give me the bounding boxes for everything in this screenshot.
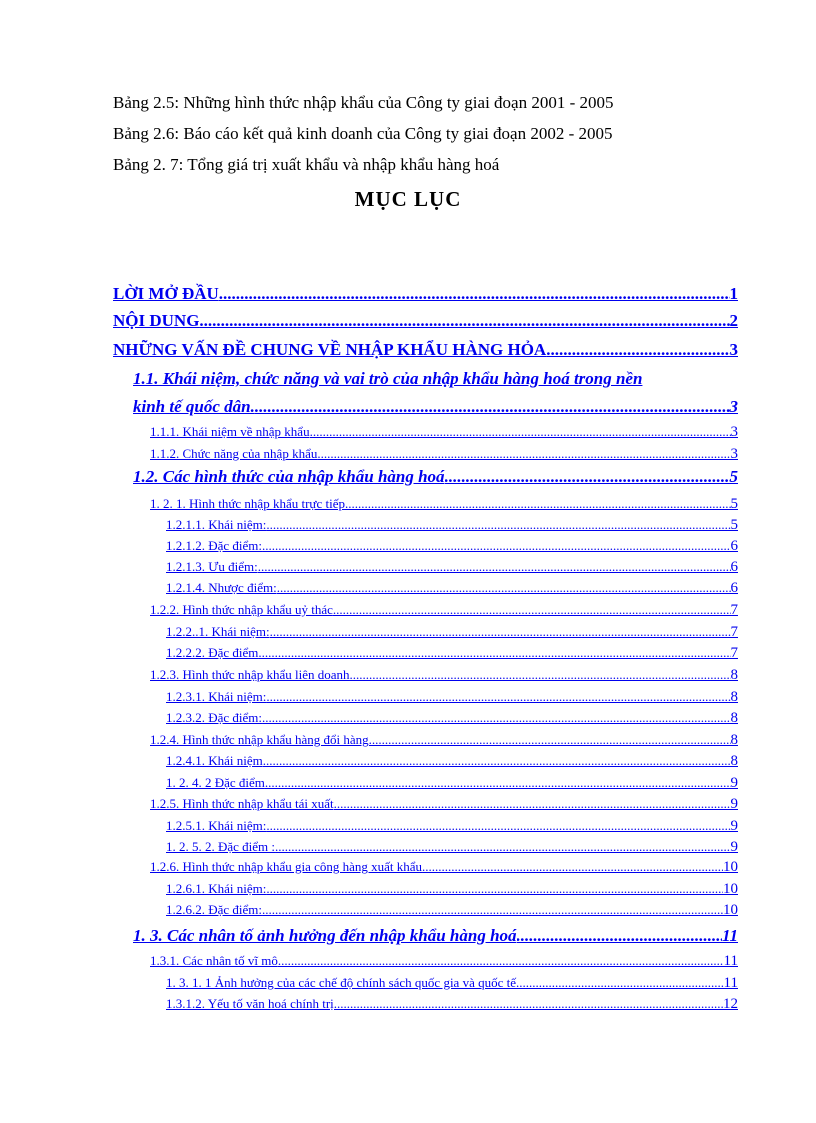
- toc-entry-title: 1.1.2. Chức năng của nhập khẩu: [150, 446, 318, 461]
- toc-entry[interactable]: [166, 579, 738, 597]
- toc-leader-dots: [199, 309, 729, 333]
- toc-entry[interactable]: [133, 924, 738, 948]
- toc-entry[interactable]: [133, 465, 738, 489]
- toc-entry-title: 1.1. Khái niệm, chức năng và vai trò của nhập khẩu hàng hoá trong nền: [133, 369, 643, 388]
- toc-entry-title: 1.2.6.2. Đặc điểm:: [166, 902, 263, 917]
- toc-entry-page: 12: [723, 996, 738, 1012]
- toc-entry-title: 1.2.5.1. Khái niệm:: [166, 818, 267, 833]
- toc-entry[interactable]: [166, 709, 738, 727]
- toc-entry-title: 1.2.3.2. Đặc điểm:: [166, 710, 263, 725]
- toc-entry-title: 1.2.2..1. Khái niệm:: [166, 624, 270, 639]
- toc-leader-dots: [516, 974, 724, 992]
- toc-entry-title: 1.2.4. Hình thức nhập khẩu hàng đổi hàng: [150, 732, 369, 747]
- toc-leader-dots: [517, 924, 722, 948]
- toc-leader-dots: [369, 731, 731, 749]
- toc-entry[interactable]: [113, 338, 738, 362]
- toc-leader-dots: [266, 817, 730, 835]
- toc-entry-page: 3: [730, 424, 738, 440]
- toc-leader-dots: [333, 601, 731, 619]
- toc-leader-dots: [275, 838, 730, 856]
- toc-leader-dots: [262, 709, 730, 727]
- toc-entry-title: 1. 2. 4. 2 Đặc điểm: [166, 775, 265, 790]
- toc-entry[interactable]: [133, 395, 738, 419]
- toc-entry-page: 6: [730, 559, 738, 575]
- toc-entry-title: 1.1.1. Khái niệm về nhập khẩu: [150, 424, 310, 439]
- toc-entry[interactable]: [166, 558, 738, 576]
- toc-entry-page: 8: [730, 753, 738, 769]
- toc-entry-title: NHỮNG VẤN ĐỀ CHUNG VỀ NHẬP KHẨU HÀNG HỎA: [113, 340, 547, 359]
- toc-entry[interactable]: [150, 423, 738, 441]
- toc-entry-page: 3: [729, 340, 738, 359]
- toc-entry-title: 1.2.4.1. Khái niệm: [166, 753, 263, 768]
- toc-leader-dots: [345, 495, 731, 513]
- toc-entry-page: 11: [721, 926, 738, 945]
- toc-entry[interactable]: [166, 644, 738, 662]
- toc-entry-title: 1.2.3.1. Khái niệm:: [166, 689, 267, 704]
- toc-entry-title: 1.2. Các hình thức của nhập khẩu hàng hoá: [133, 467, 445, 486]
- toc-heading: MỤC LỤC: [354, 187, 462, 211]
- toc-leader-dots: [262, 901, 723, 919]
- toc-leader-dots: [310, 423, 731, 441]
- toc-leader-dots: [255, 395, 730, 419]
- toc-entry-page: 5: [730, 517, 738, 533]
- toc-entry[interactable]: [150, 495, 738, 513]
- toc-entry-page: 9: [730, 839, 738, 855]
- toc-entry-page: 8: [730, 710, 738, 726]
- toc-entry-title: 1. 2. 1. Hình thức nhập khẩu trực tiếp: [150, 496, 345, 511]
- toc-leader-dots: [263, 752, 731, 770]
- toc-leader-dots: [270, 623, 731, 641]
- toc-entry-page: 11: [723, 953, 738, 969]
- table-list-item: Bảng 2. 7: Tổng giá trị xuất khẩu và nhập khẩu hàng hoá: [113, 155, 500, 174]
- toc-leader-dots: [219, 282, 730, 306]
- toc-leader-dots: [334, 795, 731, 813]
- toc-entry-page: 8: [730, 689, 738, 705]
- toc-entry-title: 1.2.6. Hình thức nhập khẩu gia công hàng xuất khẩu: [150, 859, 423, 874]
- toc-entry[interactable]: [166, 838, 738, 856]
- toc-entry[interactable]: [150, 445, 738, 463]
- toc-leader-dots: [334, 995, 723, 1013]
- toc-entry-page: 10: [723, 881, 738, 897]
- toc-entry-title: 1. 2. 5. 2. Đặc điểm :: [166, 839, 276, 854]
- toc-entry-page: 8: [730, 667, 738, 683]
- toc-leader-dots: [262, 537, 730, 555]
- toc-entry[interactable]: [150, 858, 738, 876]
- toc-entry-page: 5: [730, 496, 738, 512]
- toc-entry[interactable]: [166, 995, 738, 1013]
- table-list-item: Bảng 2.6: Báo cáo kết quả kinh doanh của Công ty giai đoạn 2002 - 2005: [113, 124, 613, 143]
- toc-entry-title: 1.2.1.4. Nhược điểm:: [166, 580, 277, 595]
- toc-entry[interactable]: [166, 752, 738, 770]
- table-list-item: Bảng 2.5: Những hình thức nhập khẩu của Công ty giai đoạn 2001 - 2005: [113, 93, 614, 112]
- toc-entry-page: 10: [723, 902, 738, 918]
- toc-leader-dots: [258, 644, 730, 662]
- toc-leader-dots: [445, 465, 730, 489]
- toc-entry-page: 10: [723, 859, 738, 875]
- toc-entry-page: 7: [730, 645, 738, 661]
- toc-entry[interactable]: [166, 537, 738, 555]
- toc-entry[interactable]: [150, 731, 738, 749]
- toc-entry-title: 1.2.2.2. Đặc điểm: [166, 645, 259, 660]
- toc-entry[interactable]: [113, 309, 738, 333]
- toc-leader-dots: [266, 880, 723, 898]
- toc-leader-dots: [546, 338, 729, 362]
- toc-entry-page: 9: [730, 796, 738, 812]
- toc-entry[interactable]: [150, 666, 738, 684]
- toc-entry-title: 1.3.1. Các nhân tố vĩ mô: [150, 953, 278, 968]
- toc-entry-title: kinh tế quốc dân.: [133, 397, 255, 416]
- toc-entry-page: 5: [729, 467, 738, 486]
- toc-entry-page: 7: [730, 624, 738, 640]
- table-list: [113, 92, 614, 185]
- toc-leader-dots: [422, 858, 723, 876]
- toc-entry-page: 1: [729, 284, 738, 303]
- toc-entry-title: 1.2.1.1. Khái niệm:: [166, 517, 267, 532]
- toc-entry-title: 1.2.1.2. Đặc điểm:: [166, 538, 263, 553]
- toc-entry[interactable]: [166, 880, 738, 898]
- toc-entry-page: 9: [730, 818, 738, 834]
- toc-leader-dots: [266, 688, 730, 706]
- toc-entry[interactable]: [150, 795, 738, 813]
- toc-leader-dots: [349, 666, 730, 684]
- toc-leader-dots: [277, 579, 731, 597]
- toc-entry-title: 1.3.1.2. Yếu tố văn hoá chính trị: [166, 996, 334, 1011]
- toc-entry[interactable]: [150, 952, 738, 970]
- toc-entry-title: 1.2.2. Hình thức nhập khẩu uỷ thác: [150, 602, 333, 617]
- toc-entry-title: 1.2.6.1. Khái niệm:: [166, 881, 267, 896]
- toc-entry-title: 1. 3. 1. 1 Ảnh hưởng của các chế độ chính sách quốc gia và quốc tế: [166, 975, 517, 990]
- toc-entry[interactable]: [150, 601, 738, 619]
- toc-leader-dots: [266, 516, 730, 534]
- toc-entry-page: 3: [730, 446, 738, 462]
- toc-entry-page: 11: [723, 975, 738, 991]
- toc-entry-title: 1. 3. Các nhân tố ảnh hưởng đến nhập khẩu hàng hoá: [133, 926, 517, 945]
- toc-entry-title: NỘI DUNG: [113, 311, 200, 330]
- toc-entry[interactable]: [166, 974, 738, 992]
- toc-entry-page: 9: [730, 775, 738, 791]
- toc-leader-dots: [265, 774, 731, 792]
- toc-entry-page: 7: [730, 602, 738, 618]
- toc-entry-title: 1.2.5. Hình thức nhập khẩu tái xuất: [150, 796, 334, 811]
- toc-leader-dots: [258, 558, 731, 576]
- toc-entry-title: 1.2.3. Hình thức nhập khẩu liên doanh: [150, 667, 350, 682]
- toc-entry-page: 8: [730, 732, 738, 748]
- toc-entry-title: 1.2.1.3. Ưu điểm:: [166, 559, 258, 574]
- toc-leader-dots: [317, 445, 730, 463]
- toc-entry[interactable]: [166, 688, 738, 706]
- toc-entry[interactable]: [166, 623, 738, 641]
- toc-entry-title: LỜI MỞ ĐẦU: [113, 284, 219, 303]
- toc-entry[interactable]: [113, 282, 738, 306]
- toc-leader-dots: [278, 952, 724, 970]
- toc-entry[interactable]: [166, 901, 738, 919]
- toc-entry[interactable]: [166, 516, 738, 534]
- toc-entry-page: 6: [730, 580, 738, 596]
- toc-entry-page: 3: [729, 397, 738, 416]
- toc-entry[interactable]: [166, 774, 738, 792]
- toc-entry-page: 6: [730, 538, 738, 554]
- toc-entry[interactable]: [166, 817, 738, 835]
- toc-entry[interactable]: [133, 367, 715, 391]
- toc-entry-page: 2: [729, 311, 738, 330]
